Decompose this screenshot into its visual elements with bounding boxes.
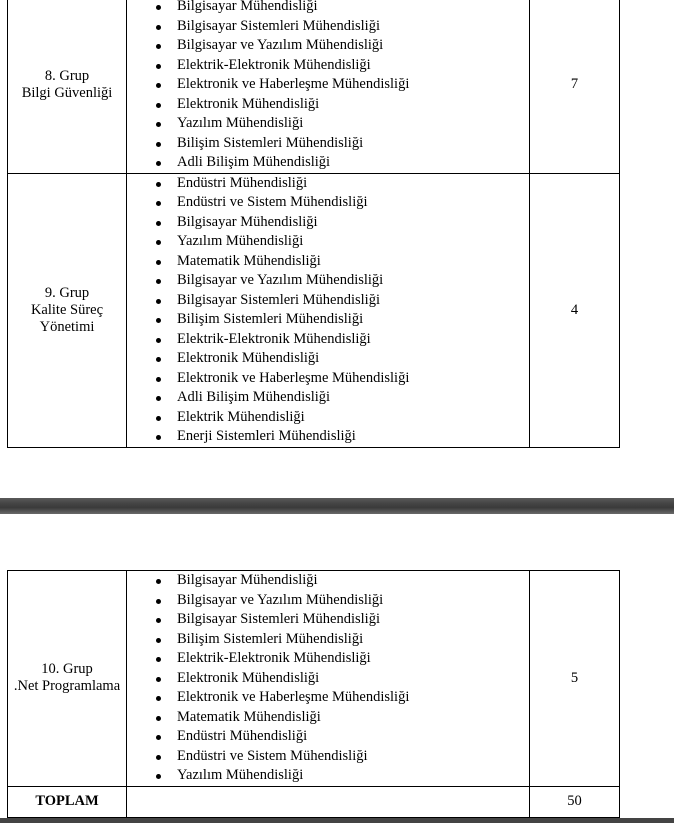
list-item: Yazılım Mühendisliği	[127, 766, 529, 786]
group-title-line: Kalite Süreç	[30, 301, 104, 318]
list-item: Endüstri Mühendisliği	[127, 727, 529, 747]
list-item: Enerji Sistemleri Mühendisliği	[127, 427, 529, 447]
groups-table-top	[7, 0, 620, 448]
departments-list	[127, 174, 529, 447]
list-item: Bilişim Sistemleri Mühendisliği	[127, 310, 529, 330]
group-name-cell	[8, 173, 127, 447]
list-item: Bilgisayar ve Yazılım Mühendisliği	[127, 591, 529, 611]
list-item: Endüstri ve Sistem Mühendisliği	[127, 193, 529, 213]
list-item: Bilgisayar Mühendisliği	[127, 0, 529, 17]
list-item: Elektronik ve Haberleşme Mühendisliği	[127, 369, 529, 389]
list-item: Yazılım Mühendisliği	[127, 232, 529, 252]
list-item: Elektronik Mühendisliği	[127, 349, 529, 369]
list-item: Endüstri ve Sistem Mühendisliği	[127, 747, 529, 767]
quota-cell: 5	[530, 571, 620, 787]
list-item: Matematik Mühendisliği	[127, 708, 529, 728]
list-item: Adli Bilişim Mühendisliği	[127, 153, 529, 173]
group-number: 10. Grup	[41, 661, 93, 678]
list-item: Bilgisayar Sistemleri Mühendisliği	[127, 291, 529, 311]
list-item: Elektrik Mühendisliği	[127, 408, 529, 428]
total-empty-cell	[127, 786, 530, 817]
table-row-group-10	[8, 571, 620, 787]
list-item: Endüstri Mühendisliği	[127, 174, 529, 194]
groups-table-body	[8, 0, 620, 447]
list-item: Bilgisayar ve Yazılım Mühendisliği	[127, 36, 529, 56]
list-item: Bilgisayar Sistemleri Mühendisliği	[127, 610, 529, 630]
list-item: Elektronik Mühendisliği	[127, 669, 529, 689]
departments-list	[127, 0, 529, 173]
list-item: Elektrik-Elektronik Mühendisliği	[127, 56, 529, 76]
group-title-line: .Net Programlama	[13, 678, 121, 695]
list-item: Elektronik Mühendisliği	[127, 95, 529, 115]
group-title-line: Bilgi Güvenliği	[21, 84, 113, 101]
page-section-bottom	[0, 514, 674, 823]
departments-cell	[127, 173, 530, 447]
list-item: Adli Bilişim Mühendisliği	[127, 388, 529, 408]
total-label: TOPLAM	[8, 786, 127, 817]
page-bottom-rule	[0, 818, 674, 823]
list-item: Matematik Mühendisliği	[127, 252, 529, 272]
quota-cell: 7	[530, 0, 620, 173]
list-item: Elektrik-Elektronik Mühendisliği	[127, 330, 529, 350]
list-item: Elektronik ve Haberleşme Mühendisliği	[127, 75, 529, 95]
list-item: Bilgisayar Mühendisliği	[127, 571, 529, 591]
group-number: 8. Grup	[44, 67, 90, 84]
page-divider	[0, 498, 674, 514]
departments-cell	[127, 571, 530, 787]
groups-table-bottom	[7, 570, 620, 818]
table-row-group	[8, 173, 620, 447]
group-number: 9. Grup	[44, 284, 90, 301]
group-title-line: Yönetimi	[39, 318, 95, 335]
list-item: Elektronik ve Haberleşme Mühendisliği	[127, 688, 529, 708]
table-row-total	[8, 786, 620, 817]
departments-list	[127, 571, 529, 786]
list-item: Elektrik-Elektronik Mühendisliği	[127, 649, 529, 669]
list-item: Bilgisayar Mühendisliği	[127, 213, 529, 233]
list-item: Yazılım Mühendisliği	[127, 114, 529, 134]
group-name-cell	[8, 0, 127, 173]
list-item: Bilişim Sistemleri Mühendisliği	[127, 134, 529, 154]
departments-cell	[127, 0, 530, 173]
list-item: Bilgisayar ve Yazılım Mühendisliği	[127, 271, 529, 291]
list-item: Bilgisayar Sistemleri Mühendisliği	[127, 17, 529, 37]
quota-cell: 4	[530, 173, 620, 447]
group-name-cell	[8, 571, 127, 787]
total-count: 50	[530, 786, 620, 817]
list-item: Bilişim Sistemleri Mühendisliği	[127, 630, 529, 650]
table-row-group	[8, 0, 620, 173]
